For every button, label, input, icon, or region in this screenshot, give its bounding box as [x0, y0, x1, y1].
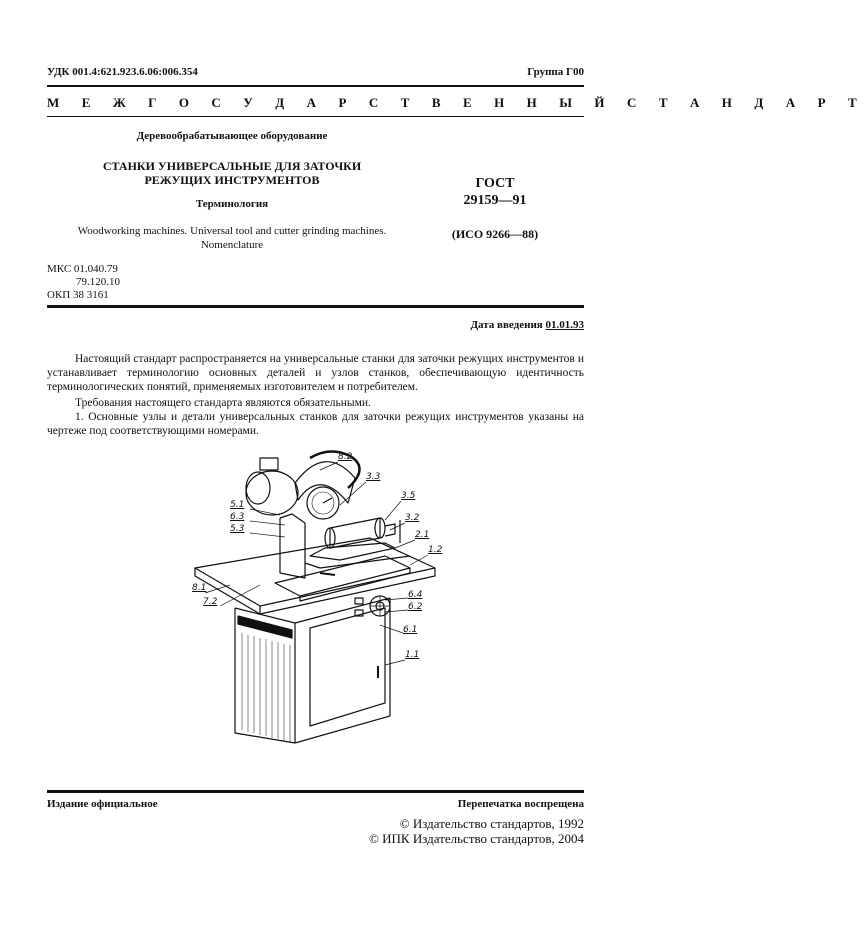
label-6-1: 6.1 — [403, 625, 418, 635]
iso-reference: (ИСО 9266—88) — [451, 227, 539, 241]
official-edition: Издание официальное — [47, 798, 158, 810]
footer-rule — [47, 790, 584, 793]
title-line-2: РЕЖУЩИХ ИНСТРУМЕНТОВ — [144, 173, 320, 187]
body-paragraph-scope: Настоящий стандарт распространяется на универсальные станки для заточки режущих инструментов и устанавливает терминологию основных деталей и узлов станков, обеспечивающую идентичность терминологических понятий, применяемых изготовителем и потребителем. — [47, 353, 584, 393]
reprint-prohibited: Перепечатка воспрещена — [457, 798, 584, 810]
label-1-2: 1.2 — [428, 545, 443, 555]
english-title-line-1: Woodworking machines. Universal tool and cutter grinding machines. — [77, 225, 387, 237]
subtitle: Терминология — [195, 198, 269, 210]
effective-date-label: Дата введения — [470, 319, 543, 331]
label-5-3: 5.3 — [230, 524, 245, 534]
english-title-line-2: Nomenclature — [200, 239, 264, 251]
label-3-3: 3.3 — [366, 472, 381, 482]
label-6-4: 6.4 — [408, 590, 423, 600]
mks-code-second: 79.120.10 — [76, 276, 120, 288]
gost-number: 29159—91 — [463, 193, 527, 208]
copyright-1992: © Издательство стандартов, 1992 — [399, 816, 584, 831]
group-code: Группа Г00 — [527, 66, 584, 78]
body-paragraph-figure-ref: 1. Основные узлы и детали универсальных станков для заточки режущих инструментов указаны на чертеже под соответствующими номерами. — [47, 411, 584, 437]
okp-code: ОКП 38 3161 — [47, 289, 109, 301]
label-6-3: 6.3 — [230, 512, 245, 522]
label-2-1: 2.1 — [415, 530, 430, 540]
copyright-2004: © ИПК Издательство стандартов, 2004 — [369, 831, 584, 846]
label-5-1: 5.1 — [230, 500, 245, 510]
label-8-1: 8.1 — [192, 583, 207, 593]
label-7-2: 7.2 — [203, 597, 218, 607]
label-1-1: 1.1 — [405, 650, 420, 660]
effective-date-value: 01.01.93 — [545, 319, 584, 331]
label-3-2: 3.2 — [405, 513, 420, 523]
subject-line: Деревообрабатывающее оборудование — [136, 130, 328, 142]
udc-code: УДК 001.4:621.923.6.06:006.354 — [47, 66, 198, 78]
label-8-2: 8.2 — [338, 452, 353, 462]
mks-code: МКС 01.040.79 — [47, 263, 118, 275]
body-paragraph-mandatory: Требования настоящего стандарта являются обязательными. — [75, 397, 371, 409]
title-line-1: СТАНКИ УНИВЕРСАЛЬНЫЕ ДЛЯ ЗАТОЧКИ — [102, 159, 362, 173]
label-3-5: 3.5 — [401, 491, 416, 501]
label-6-2: 6.2 — [408, 602, 423, 612]
interstate-standard-banner: М Е Ж Г О С У Д А Р С Т В Е Н Н Ы Й С Т А Н Д А Р Т — [47, 95, 866, 110]
gost-label: ГОСТ — [475, 176, 515, 191]
